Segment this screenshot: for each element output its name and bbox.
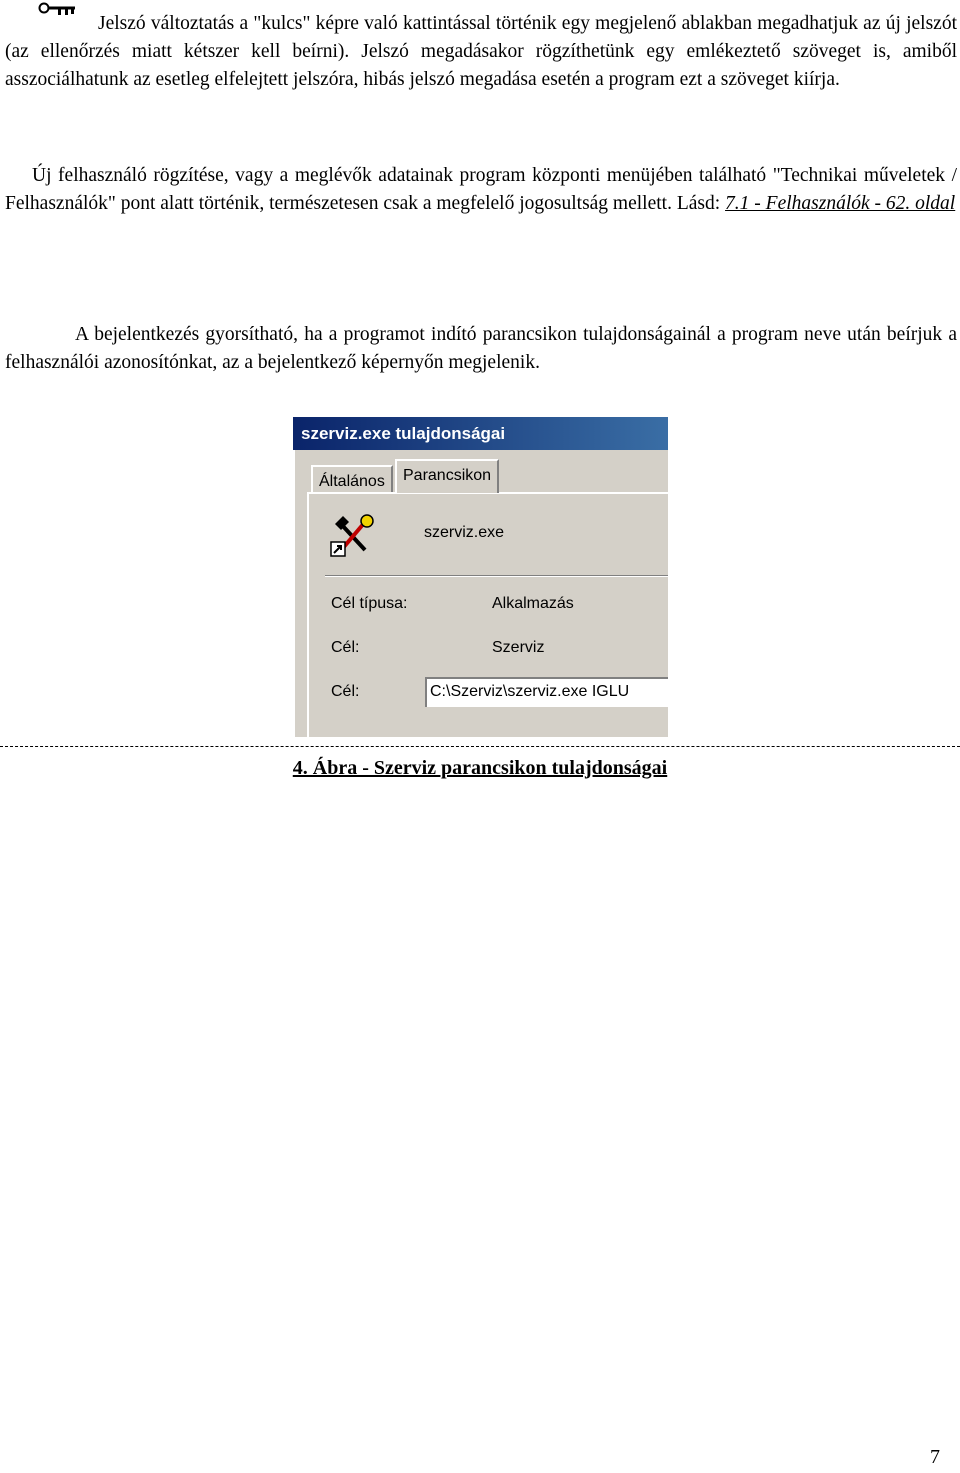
shortcut-properties-screenshot [293, 417, 668, 737]
file-name: szerviz.exe [424, 524, 505, 541]
figure-caption: 4. Ábra - Szerviz parancsikon tulajdonságai [292, 757, 668, 779]
link-users-section[interactable]: 7.1 - Felhasználók - 62. oldal [725, 193, 956, 214]
target-label: Cél: [331, 683, 360, 700]
divider-line [0, 746, 960, 747]
target-type-value: Alkalmazás [492, 595, 574, 612]
dialog-title: szerviz.exe tulajdonságai [293, 417, 668, 450]
paragraph-new-user-text: Új felhasználó rögzítése, vagy a meglévők adatainak program központi menüjében található "Technikai műveletek / Felhasználók" pont alatt történik, természetesen csak a megfelelő jogosultság mellett. Lásd: [5, 165, 957, 214]
tab-shortcut[interactable]: Parancsikon [395, 459, 499, 493]
separator [325, 575, 668, 577]
tab-general[interactable]: Általános [311, 465, 393, 493]
page-number: 7 [930, 1446, 940, 1468]
tools-hammer-icon [329, 512, 377, 560]
target-location-label: Cél: [331, 639, 360, 656]
target-location-value: Szerviz [492, 639, 545, 656]
paragraph-new-user [5, 162, 957, 218]
target-type-label: Cél típusa: [331, 595, 408, 612]
paragraph-password-change: Jelszó változtatás a "kulcs" képre való kattintással történik egy megjelenő ablakban megadhatjuk az új jelszót (az ellenőrzés miatt kétszer kell beírni). Jelszó megadásakor rögzíthetünk egy emlékeztető szöveget is, amiből asszociálhatunk az esetleg elfelejtett jelszóra, hibás jelszó megadása esetén a program ezt a szöveget kiírja. [5, 13, 957, 90]
target-input[interactable]: C:\Szerviz\szerviz.exe IGLU [425, 677, 668, 707]
paragraph-login-shortcut: A bejelentkezés gyorsítható, ha a programot indító parancsikon tulajdonságainál a program neve után beírjuk a felhasználói azonosítónkat, az a bejelentkező képernyőn megjelenik. [5, 324, 957, 373]
